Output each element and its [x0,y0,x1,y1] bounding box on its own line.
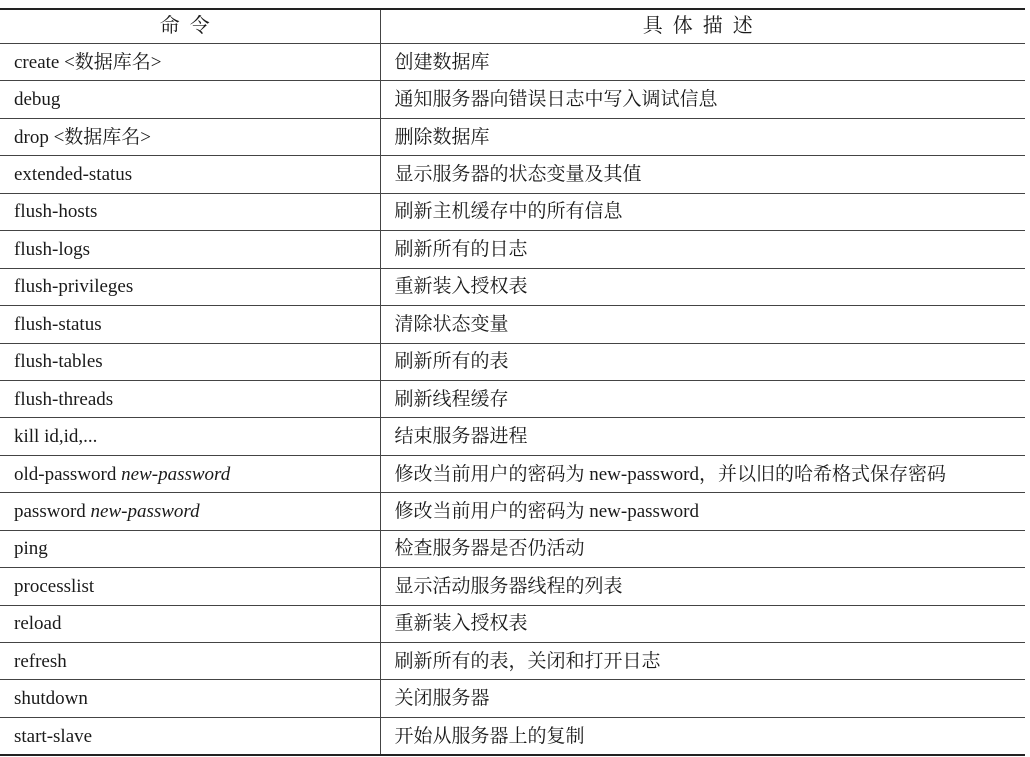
description-cell: 删除数据库 [380,118,1025,155]
description-cell: 显示活动服务器线程的列表 [380,568,1025,605]
command-cell [0,530,380,567]
command-name: processlist [14,575,95,597]
description-cell: 刷新主机缓存中的所有信息 [380,193,1025,230]
table-row [0,343,1025,380]
description-cell: 显示服务器的状态变量及其值 [380,156,1025,193]
command-name: password [14,500,86,522]
description-cell: 清除状态变量 [380,306,1025,343]
command-name: flush-tables [14,351,103,373]
command-name: create <数据库名> [14,51,162,73]
command-cell [0,156,380,193]
command-name: ping [14,538,48,560]
table-row [0,418,1025,455]
table-row [0,44,1025,81]
command-name: kill id,id,... [14,426,98,448]
table-row [0,717,1025,755]
command-cell [0,568,380,605]
header-description: 具体描述 [380,9,1025,44]
command-cell [0,493,380,530]
command-cell [0,343,380,380]
command-cell [0,717,380,755]
table-header [0,9,1025,44]
command-cell [0,193,380,230]
command-cell [0,118,380,155]
description-cell: 创建数据库 [380,44,1025,81]
command-cell [0,455,380,492]
command-name: refresh [14,650,67,672]
table-row [0,118,1025,155]
command-cell [0,81,380,118]
table-row [0,530,1025,567]
description-cell: 检查服务器是否仍活动 [380,530,1025,567]
command-name: shutdown [14,688,88,710]
command-table-container [0,8,1028,756]
description-cell: 结束服务器进程 [380,418,1025,455]
command-cell [0,605,380,642]
table-row [0,605,1025,642]
description-cell: 通知服务器向错误日志中写入调试信息 [380,81,1025,118]
command-argument: new-password [90,500,200,522]
description-cell: 修改当前用户的密码为 new-password，并以旧的哈希格式保存密码 [380,455,1025,492]
command-argument: new-password [121,463,231,485]
description-cell: 刷新线程缓存 [380,380,1025,417]
command-name: drop <数据库名> [14,126,152,148]
table-row [0,193,1025,230]
description-cell: 关闭服务器 [380,680,1025,717]
table-row [0,455,1025,492]
command-cell [0,306,380,343]
command-name: flush-hosts [14,201,98,223]
table-row [0,493,1025,530]
table-row [0,680,1025,717]
table-row [0,231,1025,268]
description-cell: 刷新所有的日志 [380,231,1025,268]
header-command: 命令 [0,9,380,44]
command-name: flush-privileges [14,276,134,298]
command-name: flush-status [14,313,102,335]
table-row [0,306,1025,343]
command-cell [0,680,380,717]
description-cell: 重新装入授权表 [380,605,1025,642]
table-row [0,643,1025,680]
command-name: reload [14,613,62,635]
command-cell [0,231,380,268]
command-name: flush-threads [14,388,114,410]
command-name: start-slave [14,725,93,747]
table-body [0,44,1025,756]
command-name: extended-status [14,164,133,186]
description-cell: 刷新所有的表，关闭和打开日志 [380,643,1025,680]
command-name: old-password [14,463,117,485]
table-row [0,268,1025,305]
command-name: debug [14,89,61,111]
command-cell [0,418,380,455]
description-cell: 刷新所有的表 [380,343,1025,380]
header-row [0,9,1025,44]
table-row [0,380,1025,417]
table-row [0,156,1025,193]
description-cell: 修改当前用户的密码为 new-password [380,493,1025,530]
table-row [0,81,1025,118]
command-cell [0,268,380,305]
description-cell: 开始从服务器上的复制 [394,725,585,747]
command-cell [0,643,380,680]
command-name: flush-logs [14,238,90,260]
command-cell [0,380,380,417]
table-row [0,568,1025,605]
command-cell [0,44,380,81]
description-cell: 重新装入授权表 [380,268,1025,305]
command-table [0,8,1025,756]
